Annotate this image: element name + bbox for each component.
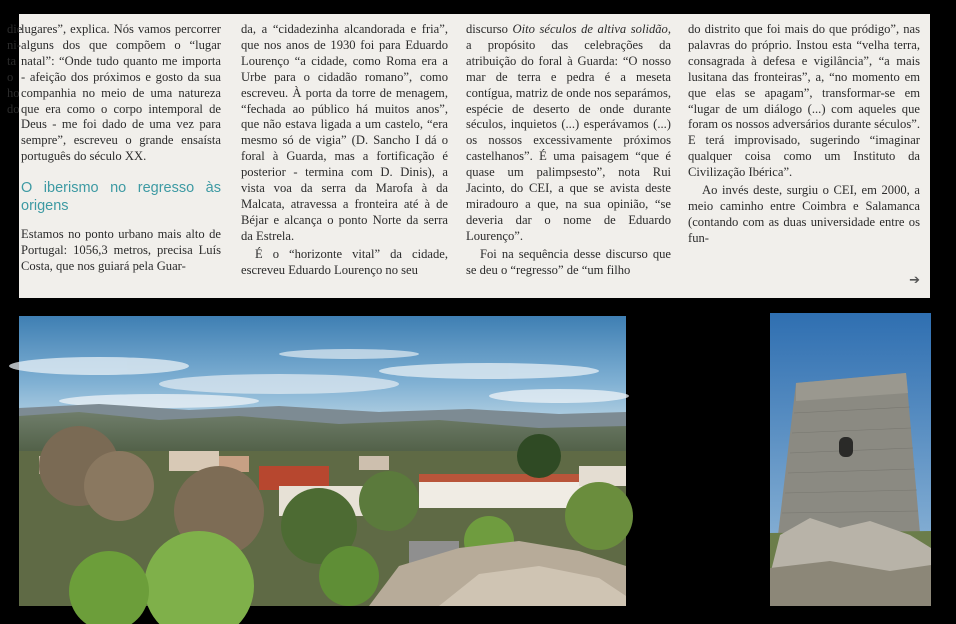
article-column-2	[241, 22, 448, 279]
paragraph: Estamos no ponto urbano mais alto de Portugal: 1056,3 metros, precisa Luís Costa, que nos guiará pela Guar-	[21, 227, 221, 273]
fragment: ho	[7, 85, 20, 100]
landscape-illustration	[19, 316, 626, 606]
paragraph: Foi na sequência desse discurso que se deu o “regresso” de “um filho	[466, 246, 671, 277]
speech-title: Oito séculos de altiva solidão	[512, 22, 668, 36]
paragraph: da, a “cidadezinha alcandorada e fria”, que nos anos de 1930 foi para Eduardo Lourenço “a cidade, como Roma era a Urbe para o cidadão romano”, como escreveu. À porta da torre de menagem, “fechada ao público há muitos anos”, que não estava ligada a um castelo, “era mesmo só de vigia” (D. Sancho I dá o foral à Guarda, mas a fortificação é posterior - termina com D. Dinis), a vista voa da serra da Marofa à da Malcata, atravessa a fronteira até à de Béjar e alcança o ponto Norte da serra da Estrela.	[241, 22, 448, 243]
fragment: die	[7, 22, 23, 36]
paragraph: É o “horizonte vital” da cidade, escreveu Eduardo Lourenço no seu	[241, 246, 448, 277]
fragment: do	[7, 101, 20, 116]
paragraph	[466, 22, 671, 245]
newspaper-article	[7, 14, 930, 298]
article-column-4	[688, 22, 920, 247]
article-column-3	[466, 22, 671, 279]
paragraph: do distrito que foi mais do que pródigo”, nas palavras do próprio. Instou esta “velha terra, consagrada à defesa e vigilância”, “a mais lusitana das fronteiras”, a, “no momento em que elas se apagam”, transformar-se em “lugar de um diálogo (...) com aqueles que foram os nossos adversários durante séculos”. E terá improvisado, sugerindo “imaginar qualquer coisa como um Instituto da Civilização Ibérica”.	[688, 22, 920, 180]
tower-window	[839, 437, 853, 457]
text-span: , a propósito das celebrações da atribuição do foral à Guarda: “O nosso mar de terra e pedra é a meseta contígua, matriz de onde nos separámos, espécie de deserto de onde durante séculos, inquietos (...) esperávamos (...) os nossos excessivamente próximos castelhanos”. É uma paisagem “que é quase um palimpsesto”, nota Rui Jacinto, do CEI, a que se avista deste miradouro a que, na sua opinião, “se deveria dar o nome de Eduardo Lourenço”.	[466, 22, 671, 243]
tower-illustration	[770, 313, 931, 606]
column-body	[7, 22, 221, 275]
text-span: discurso	[466, 22, 513, 36]
continue-arrow-icon: ➔	[909, 273, 920, 288]
fragment: ta	[7, 53, 17, 68]
tower-photo	[770, 313, 931, 606]
section-subhead: O iberismo no regresso às origens	[21, 180, 221, 215]
landscape-photo	[19, 316, 626, 606]
fragment: ni-	[7, 37, 21, 52]
cropped-fragments	[7, 22, 21, 117]
paragraph: lugares”, explica. Nós vamos percorrer alguns dos que compõem o “lugar natal”: “Onde tudo quanto me importa - afeição dos próximos e gosto da sua companhia no meio de uma natureza que era como o corpo intemporal de Deus - me foi dado de uma vez para sempre”, escreveu o grande ensaísta português do século XX.	[21, 22, 221, 164]
fragment: o	[7, 69, 14, 84]
paragraph: Ao invés deste, surgiu o CEI, em 2000, a meio caminho entre Coimbra e Salamanca (contando com as duas universidade entre os fun-	[688, 183, 920, 245]
article-column-1	[7, 22, 221, 275]
